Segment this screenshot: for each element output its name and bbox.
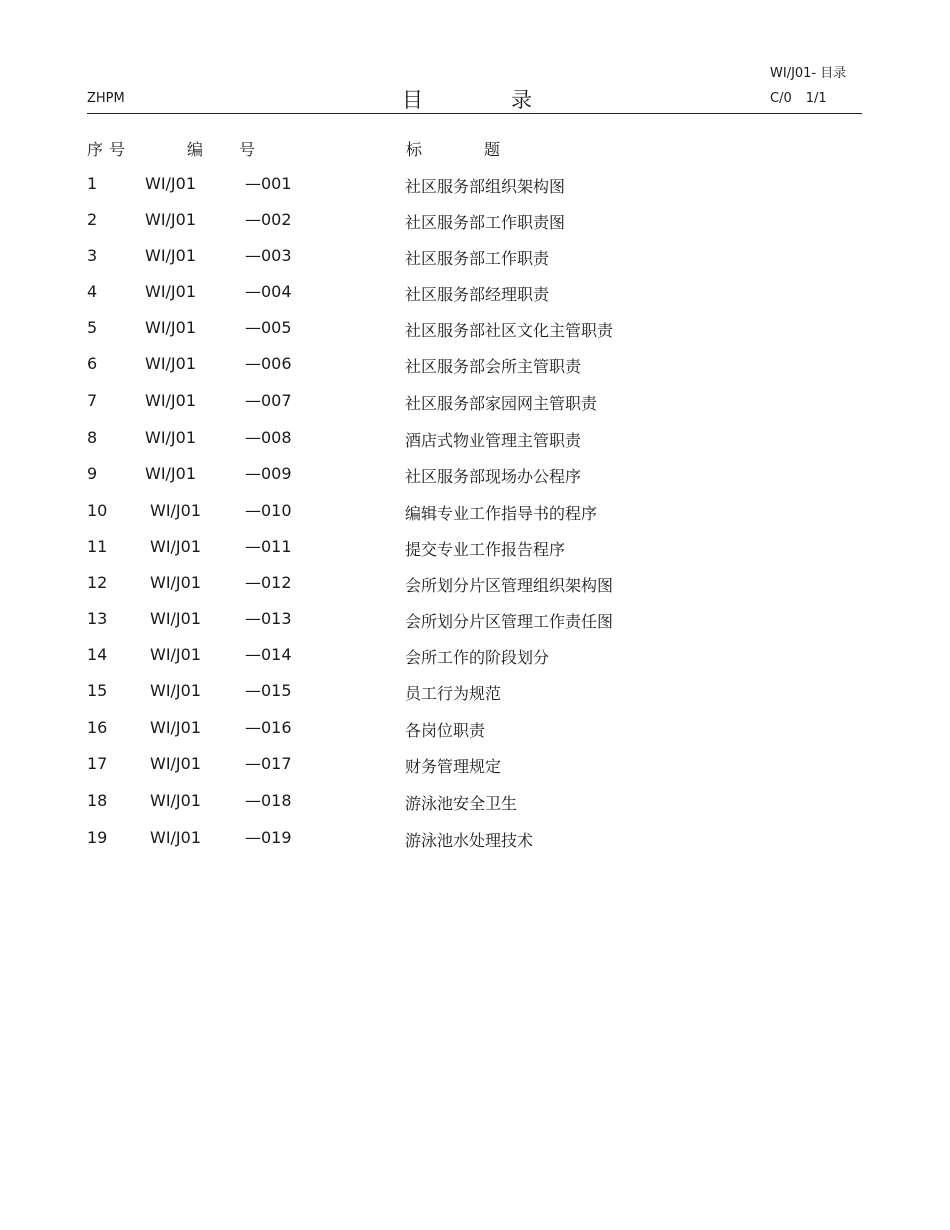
revision-info — [770, 91, 827, 106]
entry-title: 社区服务部工作职责 — [405, 249, 550, 268]
document-code: WI/J01- 目录 — [770, 66, 847, 81]
entry-code: —019 — [245, 828, 292, 847]
list-item — [0, 246, 950, 270]
entry-number: 19 — [87, 828, 108, 847]
entry-code: —015 — [245, 681, 292, 700]
entry-series: WI/J01 — [150, 681, 202, 700]
entry-series: WI/J01 — [145, 318, 197, 337]
entry-number: 10 — [87, 501, 108, 520]
entry-title: 游泳池安全卫生 — [405, 794, 518, 813]
company-code: ZHPM — [87, 91, 125, 106]
entry-title: 会所划分片区管理工作责任图 — [405, 612, 614, 631]
entry-code: —006 — [245, 354, 292, 373]
list-item — [0, 718, 950, 742]
entry-number: 6 — [87, 354, 98, 373]
page-number: 1/1 — [805, 91, 827, 106]
entry-series: WI/J01 — [150, 828, 202, 847]
entry-code: —008 — [245, 428, 292, 447]
entry-title: 提交专业工作报告程序 — [405, 540, 566, 559]
entry-code: —004 — [245, 282, 292, 301]
list-item — [0, 174, 950, 198]
entry-code: —003 — [245, 246, 292, 265]
entry-code: —002 — [245, 210, 292, 229]
list-item — [0, 681, 950, 705]
list-item — [0, 754, 950, 778]
column-header-code: 编号 — [187, 140, 292, 159]
entry-series: WI/J01 — [150, 537, 202, 556]
entry-number: 5 — [87, 318, 98, 337]
list-item — [0, 391, 950, 415]
entry-code: —018 — [245, 791, 292, 810]
entry-series: WI/J01 — [145, 354, 197, 373]
list-item — [0, 464, 950, 488]
entry-series: WI/J01 — [150, 754, 202, 773]
entry-series: WI/J01 — [150, 718, 202, 737]
entry-number: 4 — [87, 282, 98, 301]
entry-number: 12 — [87, 573, 108, 592]
entry-series: WI/J01 — [145, 282, 197, 301]
entry-title: 社区服务部工作职责图 — [405, 213, 566, 232]
entry-code: —017 — [245, 754, 292, 773]
entry-title: 社区服务部会所主管职责 — [405, 357, 582, 376]
list-item — [0, 609, 950, 633]
entry-title: 游泳池水处理技术 — [405, 831, 534, 850]
entry-title: 社区服务部现场办公程序 — [405, 467, 582, 486]
header-divider — [87, 113, 862, 114]
entry-title: 社区服务部经理职责 — [405, 285, 550, 304]
entry-number: 1 — [87, 174, 98, 193]
entry-number: 18 — [87, 791, 108, 810]
list-item — [0, 282, 950, 306]
list-item — [0, 645, 950, 669]
list-item — [0, 354, 950, 378]
entry-number: 14 — [87, 645, 108, 664]
entry-code: —013 — [245, 609, 292, 628]
entry-number: 8 — [87, 428, 98, 447]
entry-series: WI/J01 — [145, 391, 197, 410]
entry-code: —005 — [245, 318, 292, 337]
entry-number: 17 — [87, 754, 108, 773]
entry-title: 社区服务部家园网主管职责 — [405, 394, 598, 413]
entry-code: —016 — [245, 718, 292, 737]
entry-series: WI/J01 — [150, 645, 202, 664]
entry-title: 社区服务部组织架构图 — [405, 177, 566, 196]
entry-number: 16 — [87, 718, 108, 737]
entry-code: —012 — [245, 573, 292, 592]
entry-title: 员工行为规范 — [405, 684, 502, 703]
entry-series: WI/J01 — [145, 210, 197, 229]
list-item — [0, 318, 950, 342]
entry-title: 财务管理规定 — [405, 757, 502, 776]
column-header-title: 标题 — [406, 140, 563, 159]
list-item — [0, 573, 950, 597]
entry-title: 编辑专业工作指导书的程序 — [405, 504, 598, 523]
entry-number: 9 — [87, 464, 98, 483]
entry-series: WI/J01 — [150, 791, 202, 810]
page-title: 目录 — [402, 88, 620, 112]
entry-series: WI/J01 — [145, 246, 197, 265]
entry-code: —009 — [245, 464, 292, 483]
entry-series: WI/J01 — [145, 464, 197, 483]
entry-series: WI/J01 — [145, 428, 197, 447]
list-item — [0, 828, 950, 852]
entry-series: WI/J01 — [145, 174, 197, 193]
entry-number: 11 — [87, 537, 108, 556]
entry-number: 2 — [87, 210, 98, 229]
entry-code: —014 — [245, 645, 292, 664]
entry-title: 会所工作的阶段划分 — [405, 648, 550, 667]
entry-title: 各岗位职责 — [405, 721, 486, 740]
entry-title: 社区服务部社区文化主管职责 — [405, 321, 614, 340]
entry-series: WI/J01 — [150, 573, 202, 592]
list-item — [0, 537, 950, 561]
list-item — [0, 501, 950, 525]
entry-series: WI/J01 — [150, 501, 202, 520]
entry-code: —010 — [245, 501, 292, 520]
entry-code: —007 — [245, 391, 292, 410]
entry-title: 会所划分片区管理组织架构图 — [405, 576, 614, 595]
entry-number: 7 — [87, 391, 98, 410]
list-item — [0, 791, 950, 815]
list-item — [0, 210, 950, 234]
column-header-seq: 序号 — [87, 140, 132, 159]
list-item — [0, 428, 950, 452]
entry-number: 15 — [87, 681, 108, 700]
entry-series: WI/J01 — [150, 609, 202, 628]
entry-number: 13 — [87, 609, 108, 628]
entry-number: 3 — [87, 246, 98, 265]
entry-title: 酒店式物业管理主管职责 — [405, 431, 582, 450]
revision-number: C/0 — [770, 91, 792, 106]
entry-code: —011 — [245, 537, 292, 556]
entry-code: —001 — [245, 174, 292, 193]
